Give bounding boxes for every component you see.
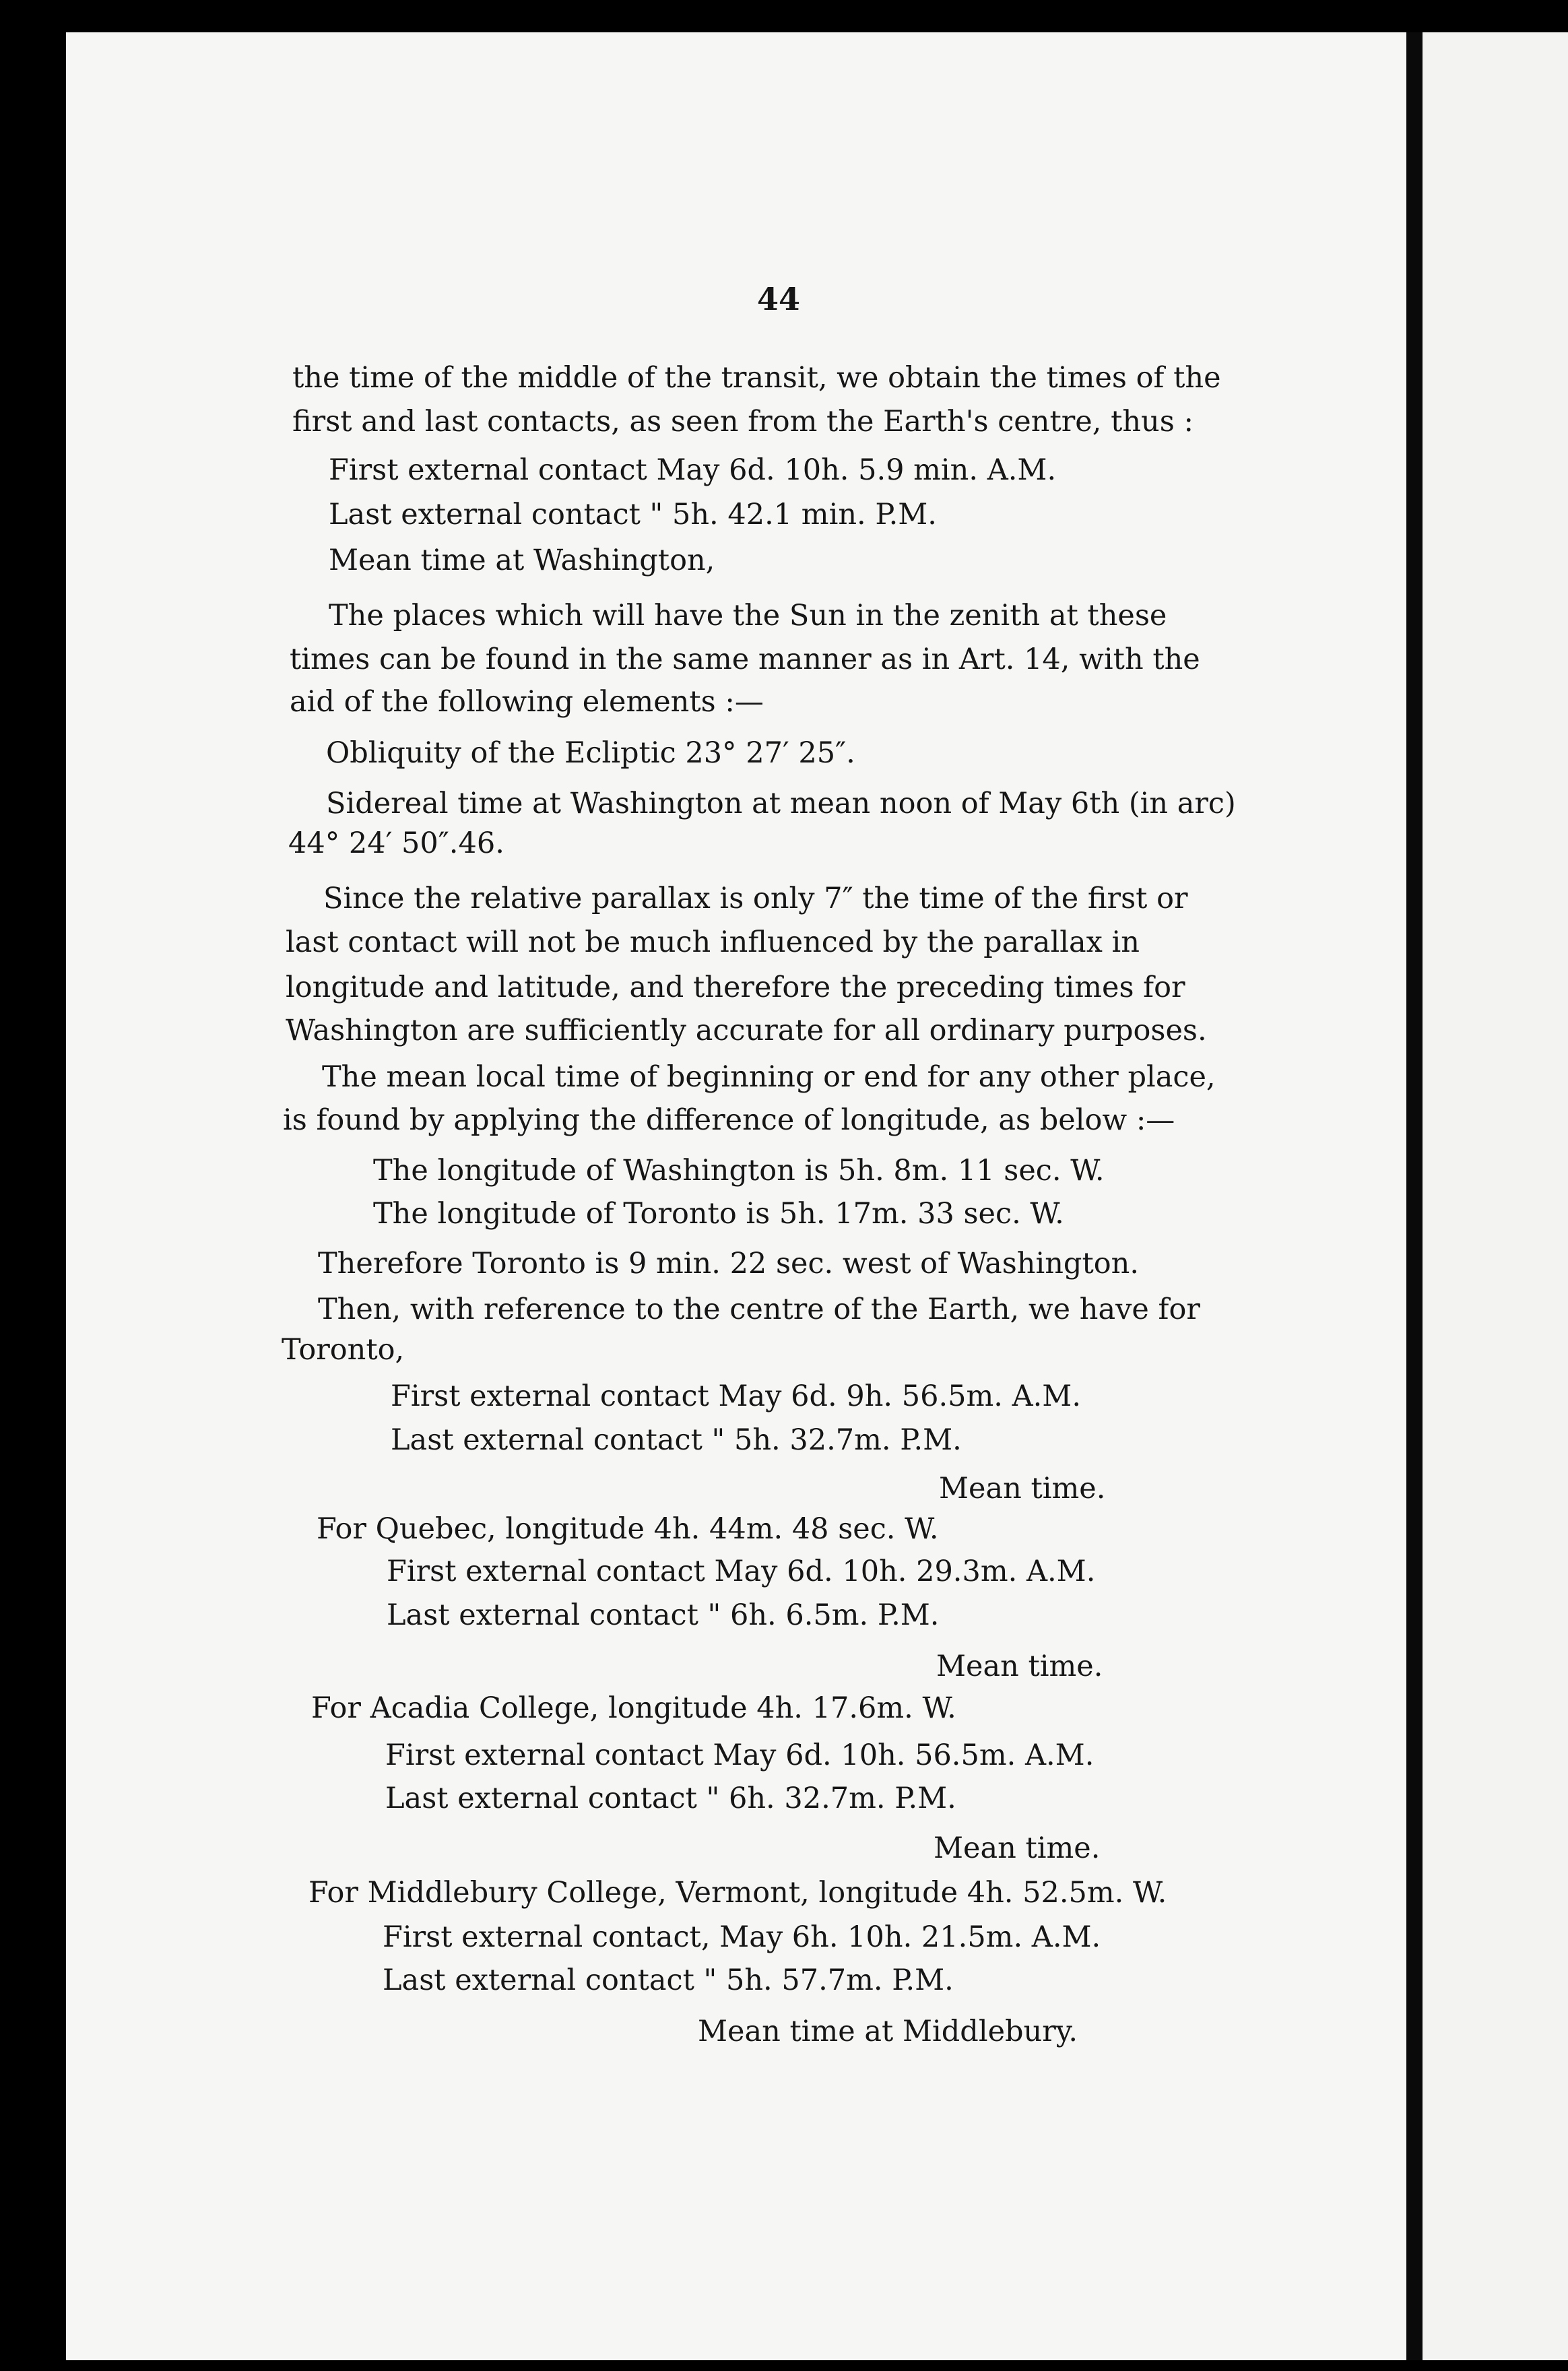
text-line: Therefore Toronto is 9 min. 22 sec. west of Washington. — [318, 1247, 1139, 1280]
text-line: Last external contact " 5h. 32.7m. P.M. — [391, 1423, 962, 1457]
text-line: First external contact, May 6h. 10h. 21.5m. A.M. — [383, 1920, 1101, 1954]
text-line: Then, with reference to the centre of the Earth, we have for — [318, 1293, 1200, 1326]
text-line: Mean time. — [939, 1472, 1106, 1505]
adjacent-page-edge — [1423, 32, 1568, 2360]
text-line: For Quebec, longitude 4h. 44m. 48 sec. W. — [317, 1512, 939, 1546]
text-line: times can be found in the same manner as in Art. 14, with the — [290, 643, 1200, 676]
text-line: First external contact May 6d. 10h. 29.3m. A.M. — [387, 1555, 1096, 1588]
text-line: the time of the middle of the transit, we obtain the times of the — [292, 361, 1221, 395]
text-line: longitude and latitude, and therefore the preceding times for — [286, 971, 1185, 1004]
text-line: For Middlebury College, Vermont, longitude 4h. 52.5m. W. — [308, 1876, 1167, 1910]
text-line: Sidereal time at Washington at mean noon of May 6th (in arc) — [326, 787, 1236, 820]
text-line: Mean time. — [936, 1650, 1103, 1683]
text-line: The places which will have the Sun in the zenith at these — [329, 599, 1167, 632]
text-line: first and last contacts, as seen from the Earth's centre, thus : — [292, 405, 1194, 439]
text-line: Obliquity of the Ecliptic 23° 27′ 25″. — [326, 736, 855, 770]
text-line: Since the relative parallax is only 7″ the time of the first or — [323, 882, 1188, 915]
text-line: For Acadia College, longitude 4h. 17.6m. W. — [311, 1691, 956, 1725]
text-line: The longitude of Washington is 5h. 8m. 11 sec. W. — [373, 1154, 1105, 1188]
page-number: 44 — [757, 281, 801, 317]
text-line: The mean local time of beginning or end for any other place, — [322, 1060, 1216, 1094]
text-line: First external contact May 6d. 10h. 5.9 min. A.M. — [329, 453, 1057, 487]
text-line: Toronto, — [282, 1333, 405, 1367]
text-line: Washington are sufficiently accurate for all ordinary purposes. — [286, 1014, 1207, 1047]
text-line: Last external contact " 5h. 42.1 min. P.M. — [329, 498, 937, 531]
text-line: Mean time at Middlebury. — [698, 2015, 1078, 2048]
text-line: First external contact May 6d. 10h. 56.5m. A.M. — [385, 1739, 1095, 1772]
text-line: aid of the following elements :— — [290, 685, 764, 719]
text-line: Last external contact " 6h. 32.7m. P.M. — [385, 1782, 956, 1815]
text-line: Mean time. — [934, 1831, 1101, 1865]
text-line: Last external contact " 5h. 57.7m. P.M. — [383, 1963, 954, 1997]
text-line: Mean time at Washington, — [329, 544, 715, 577]
text-line: First external contact May 6d. 9h. 56.5m. A.M. — [391, 1379, 1082, 1413]
text-line: The longitude of Toronto is 5h. 17m. 33 sec. W. — [373, 1197, 1064, 1231]
text-line: 44° 24′ 50″.46. — [288, 826, 504, 860]
text-line: Last external contact " 6h. 6.5m. P.M. — [387, 1598, 940, 1632]
text-line: last contact will not be much influenced by the parallax in — [286, 925, 1140, 959]
text-line: is found by applying the difference of longitude, as below :— — [283, 1103, 1175, 1137]
